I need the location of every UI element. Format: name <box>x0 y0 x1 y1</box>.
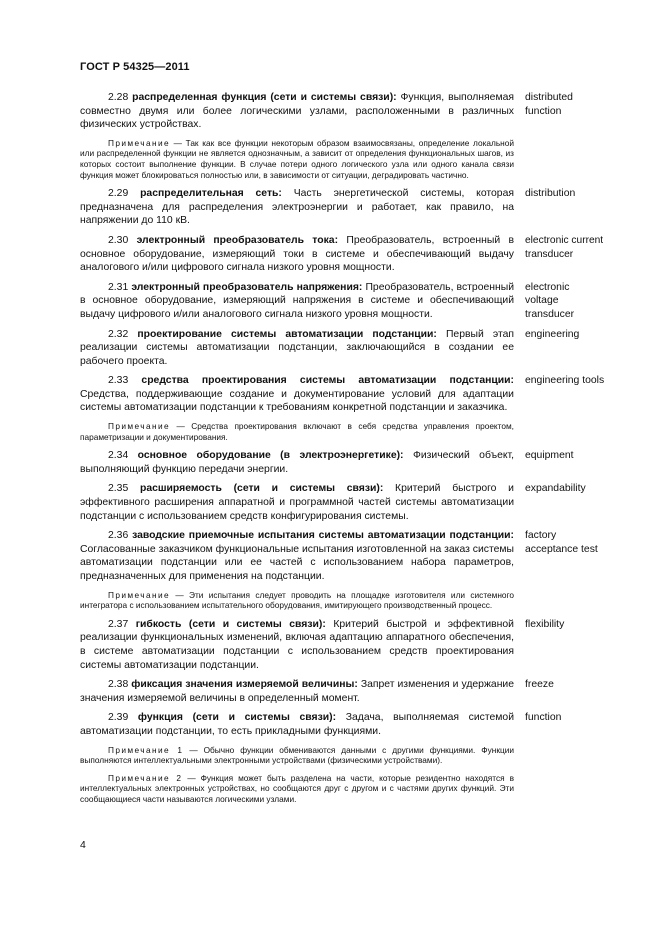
entry-definition: Часть энергетической системы, которая предназначена для распределения электроэнергии и работает, как правило, на напряжении до 110 кВ. <box>80 188 514 227</box>
term-entry-2-38 <box>80 678 625 705</box>
note-text: — Эти испытания следует проводить на площадке изготовителя или системного интегратора с использованием испытательного оборудования, имитирующего производственный процесс. <box>80 589 514 611</box>
entry-definition: Задача, выполняемая системой автоматизации подстанции, то есть прикладными функциями. <box>80 712 515 737</box>
entry-term: электронный преобразователь тока: <box>136 234 339 246</box>
term-entry-2-35 <box>80 482 625 523</box>
term-entry-2-31 <box>80 281 625 322</box>
entry-term: проектирование системы автоматизации подстанции: <box>137 328 437 340</box>
entry-term: гибкость (сети и системы связи): <box>135 618 326 630</box>
entry-term: основное оборудование (в электроэнергетике): <box>137 450 404 462</box>
entry-definition: Преобразователь, встроенный в основное оборудование, измеряющий напряжения в системе и обеспечивающий выдачу цифрового и/или аналогового сигнала низкого уровня мощности. <box>80 281 515 320</box>
entry-definition: Запрет изменения и удержание значения измеряемой величины в определенный момент. <box>80 679 515 704</box>
entry-number: 2.35 <box>108 483 129 495</box>
note-text: — Средства проектирования включают в себя средства управления проектом, параметризации и документирования. <box>80 421 514 442</box>
note-label: Примечание <box>108 589 171 600</box>
entry-definition: Критерий быстрой и эффективной реализации функциональных изменений, включая адаптацию аппаратного обеспечения, в системе автоматизации подстанции с использованием средств проектирования системы автоматизации подстанции. <box>80 618 514 671</box>
entry-body <box>80 482 514 523</box>
entry-body <box>80 328 514 369</box>
term-entry-2-32 <box>80 328 625 369</box>
entry-term: распределенная функция (сети и системы связи): <box>132 92 397 103</box>
entry-body <box>80 678 514 705</box>
entry-english-term: function <box>525 712 562 724</box>
entry-note <box>80 590 514 611</box>
entry-body <box>80 234 514 275</box>
entry-definition: Критерий быстрого и эффективного расширения аппаратной и программной частей системы автоматизации подстанции с использованием средств конфигурирования системы. <box>80 483 514 522</box>
term-entry-2-39 <box>80 711 625 738</box>
entry-body <box>80 618 514 672</box>
term-entry-2-33 <box>80 374 625 415</box>
entry-english-term: freeze <box>525 679 554 691</box>
entry-term: электронный преобразователь напряжения: <box>131 281 363 293</box>
term-entry-2-30 <box>80 234 625 275</box>
entry-english-term: equipment <box>525 450 574 462</box>
entry-term: расширяемость (сети и системы связи): <box>139 483 384 495</box>
entry-english-term: distributed function <box>525 92 573 117</box>
entry-english-term: engineering <box>525 328 580 340</box>
entry-note-2 <box>80 773 514 805</box>
entry-term: функция (сети и системы связи): <box>137 712 337 724</box>
entry-body <box>80 529 514 583</box>
entry-body <box>80 711 514 738</box>
entry-body <box>80 449 514 476</box>
entry-english-term: engineering tools <box>525 375 605 387</box>
entry-body <box>80 281 514 322</box>
term-entry-2-37 <box>80 618 625 672</box>
entry-number: 2.38 <box>108 679 129 691</box>
entry-number: 2.33 <box>108 375 129 387</box>
entry-term: фиксация значения измеряемой величины: <box>131 679 358 691</box>
note-label: Примечание <box>108 137 171 148</box>
entry-english-term: electronic current transducer <box>525 234 604 260</box>
term-entry-2-36 <box>80 529 625 583</box>
entry-term: средства проектирования системы автоматизации подстанции: <box>141 375 514 387</box>
note-label: Примечание 1 <box>108 744 184 755</box>
terms-list <box>80 91 625 812</box>
entry-body <box>80 187 514 228</box>
document-header: ГОСТ Р 54325—2011 <box>80 61 190 73</box>
note-label: Примечание 2 <box>108 772 183 783</box>
entry-note-1 <box>80 745 514 766</box>
entry-body <box>80 91 514 132</box>
entry-number: 2.36 <box>108 530 129 542</box>
entry-english-term: flexibility <box>525 618 565 630</box>
term-entry-2-29 <box>80 187 625 228</box>
entry-definition: Преобразователь, встроенный в основное оборудование, измеряющий токи в системе и обеспечивающий выдачу аналогового и/или цифрового сигнала низкого уровня мощности. <box>80 234 514 274</box>
entry-english-term: electronic voltage transducer <box>525 281 575 320</box>
entry-number: 2.30 <box>108 234 129 246</box>
note-label: Примечание <box>108 421 171 432</box>
note-text: — Функция может быть разделена на части, которые резидентно находятся в интеллектуальных электронных устройствах, но сообщаются друг с другом и с частями других функций. Эти сообщающиеся части называются логическими узлами. <box>80 772 514 804</box>
entry-definition: Первый этап реализации системы автоматизации подстанции, заключающийся в создании ее рабочего проекта. <box>80 328 514 367</box>
entry-english-term: distribution <box>525 188 576 200</box>
entry-definition: Физический объект, выполняющий функцию передачи энергии. <box>80 450 514 475</box>
entry-body <box>80 374 514 415</box>
entry-note <box>80 421 514 442</box>
entry-number: 2.39 <box>108 712 129 724</box>
note-text: — Обычно функции обмениваются данными с другими функциями. Функции выполняются интеллектуальными электронными устройствами (физическими устройствами). <box>80 744 514 766</box>
entry-note <box>80 138 514 180</box>
entry-number: 2.32 <box>108 328 129 340</box>
entry-definition: Средства, поддерживающие создание и документирование условий для адаптации системы автоматизации подстанции к требованиям конкретной подстанции и заказчика. <box>80 388 514 414</box>
entry-number: 2.34 <box>108 450 129 462</box>
entry-number: 2.29 <box>108 188 129 200</box>
term-entry-2-28 <box>80 91 625 132</box>
entry-english-term: expandability <box>525 483 586 495</box>
entry-definition: Функция, выполняемая совместно двумя или более логическими узлами, расположенными в различных физических устройствах. <box>80 92 514 131</box>
entry-definition: Согласованные заказчиком функциональные испытания изготовленной на заказ системы автоматизации подстанции или ее частей с использованием набора параметров, предназначенных для применения на подстанции. <box>80 543 514 582</box>
page-number: 4 <box>80 840 86 851</box>
entry-term: заводские приемочные испытания системы автоматизации подстанции: <box>132 530 514 542</box>
entry-english-term: factory acceptance test <box>525 530 598 555</box>
entry-number: 2.31 <box>108 281 129 293</box>
term-entry-2-34 <box>80 449 625 476</box>
entry-number: 2.37 <box>108 618 129 630</box>
note-text: — Так как все функции некоторым образом взаимосвязаны, определение локальной или распределенной функции не является однозначным, а зависит от определения функциональных шагов, из которых состоит выполнение функции. В случае потери одного логического узла или одного канала связи функция может блокироваться полностью или, в зависимости от ситуации, деградировать частично. <box>80 137 514 180</box>
entry-term: распределительная сеть: <box>140 188 282 200</box>
entry-number: 2.28 <box>108 92 129 103</box>
